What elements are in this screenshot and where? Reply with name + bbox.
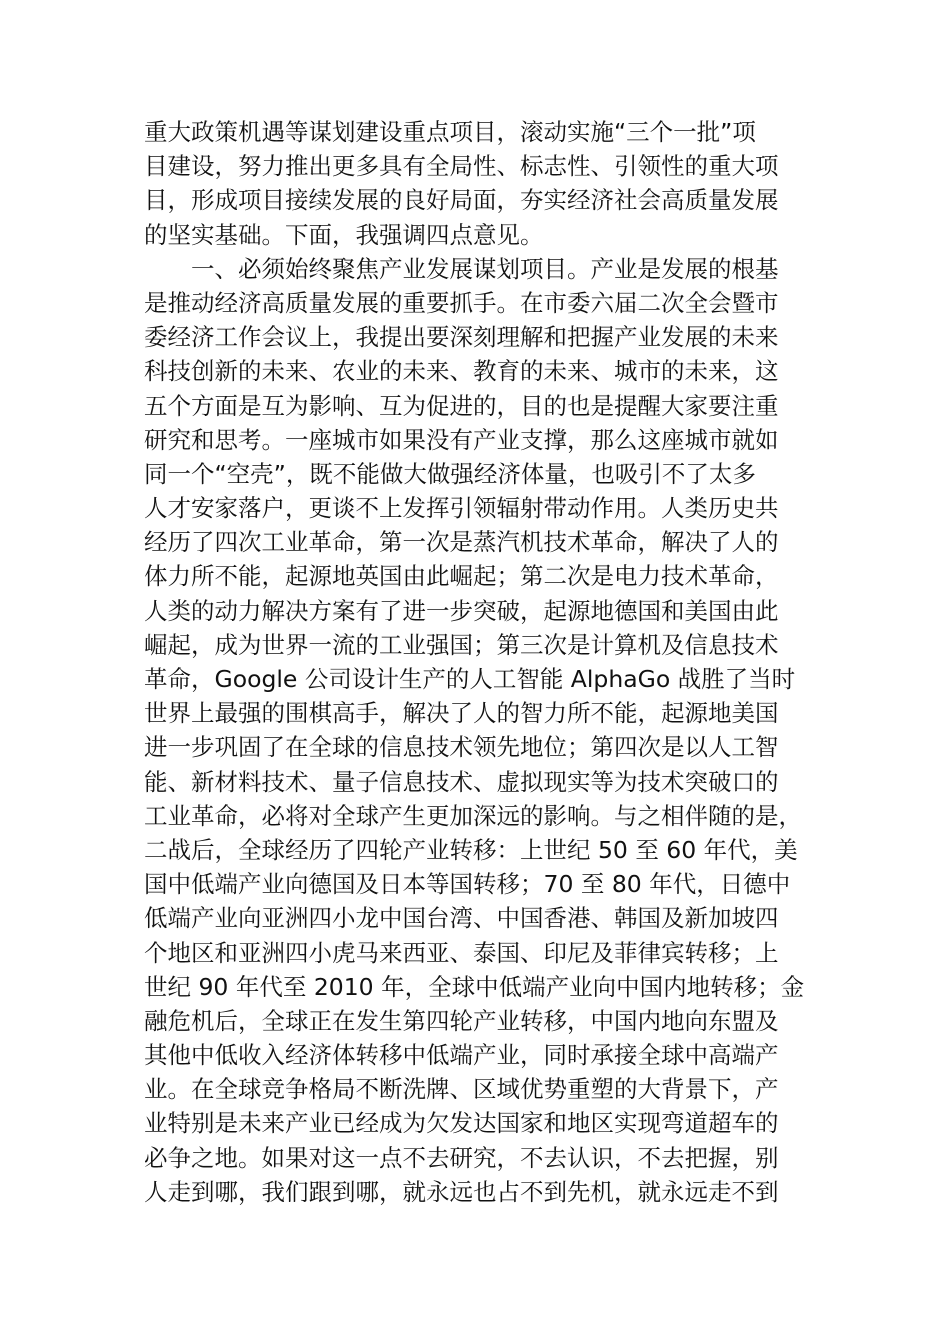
text-line: 目，形成项目接续发展的良好局面，夯实经济社会高质量发展 [144, 186, 779, 215]
text-line: 目建设，努力推出更多具有全局性、标志性、引领性的重大项 [144, 152, 779, 181]
text-line: 是推动经济高质量发展的重要抓手。在市委六届二次全会暨市 [144, 288, 779, 317]
text-line: 五个方面是互为影响、互为促进的，目的也是提醒大家要注重 [144, 391, 779, 420]
text-line: 人才安家落户，更谈不上发挥引领辐射带动作用。人类历史共 [144, 494, 779, 523]
text-line: 业。在全球竞争格局不断洗牌、区域优势重塑的大背景下，产 [144, 1075, 779, 1104]
text-line: 一、必须始终聚焦产业发展谋划项目。产业是发展的根基 [144, 254, 779, 283]
text-line: 经历了四次工业革命，第一次是蒸汽机技术革命，解决了人的 [144, 528, 779, 557]
text-line: 世界上最强的围棋高手，解决了人的智力所不能，起源地美国 [144, 699, 779, 728]
text-line: 国中低端产业向德国及日本等国转移；70 至 80 年代，日德中 [144, 870, 791, 899]
text-line: 业特别是未来产业已经成为欠发达国家和地区实现弯道超车的 [144, 1109, 779, 1138]
text-line: 的坚实基础。下面，我强调四点意见。 [144, 220, 544, 249]
text-line: 融危机后，全球正在发生第四轮产业转移，中国内地向东盟及 [144, 1006, 779, 1035]
text-line: 体力所不能，起源地英国由此崛起；第二次是电力技术革命， [144, 562, 779, 591]
text-line: 革命，Google 公司设计生产的人工智能 AlphaGo 战胜了当时 [144, 665, 796, 693]
text-line: 重大政策机遇等谋划建设重点项目，滚动实施“三个一批”项 [144, 118, 756, 146]
text-line: 世纪 90 年代至 2010 年，全球中低端产业向中国内地转移；金 [144, 972, 805, 1001]
text-line: 同一个“空壳”，既不能做大做强经济体量，也吸引不了太多 [144, 459, 756, 488]
text-line: 能、新材料技术、量子信息技术、虚拟现实等为技术突破口的 [144, 767, 779, 796]
text-line: 人类的动力解决方案有了进一步突破，起源地德国和美国由此 [144, 596, 779, 625]
text-line: 进一步巩固了在全球的信息技术领先地位；第四次是以人工智 [144, 733, 779, 762]
text-line: 其他中低收入经济体转移中低端产业，同时承接全球中高端产 [144, 1041, 779, 1070]
text-line: 低端产业向亚洲四小龙中国台湾、中国香港、韩国及新加坡四 [144, 904, 779, 933]
text-line: 二战后，全球经历了四轮产业转移：上世纪 50 至 60 年代，美 [144, 835, 798, 864]
text-line: 研究和思考。一座城市如果没有产业支撑，那么这座城市就如 [144, 425, 779, 454]
text-line: 委经济工作会议上，我提出要深刻理解和把握产业发展的未来 [144, 323, 779, 352]
text-line: 必争之地。如果对这一点不去研究，不去认识，不去把握，别 [144, 1143, 779, 1172]
text-line: 崛起，成为世界一流的工业强国；第三次是计算机及信息技术 [144, 630, 779, 659]
text-line: 科技创新的未来、农业的未来、教育的未来、城市的未来，这 [144, 357, 779, 386]
body-text [144, 115, 814, 1209]
text-line: 个地区和亚洲四小虎马来西亚、泰国、印尼及菲律宾转移；上 [144, 938, 779, 967]
text-line: 工业革命，必将对全球产生更加深远的影响。与之相伴随的是， [144, 801, 802, 830]
text-line: 人走到哪，我们跟到哪，就永远也占不到先机，就永远走不到 [144, 1177, 779, 1206]
